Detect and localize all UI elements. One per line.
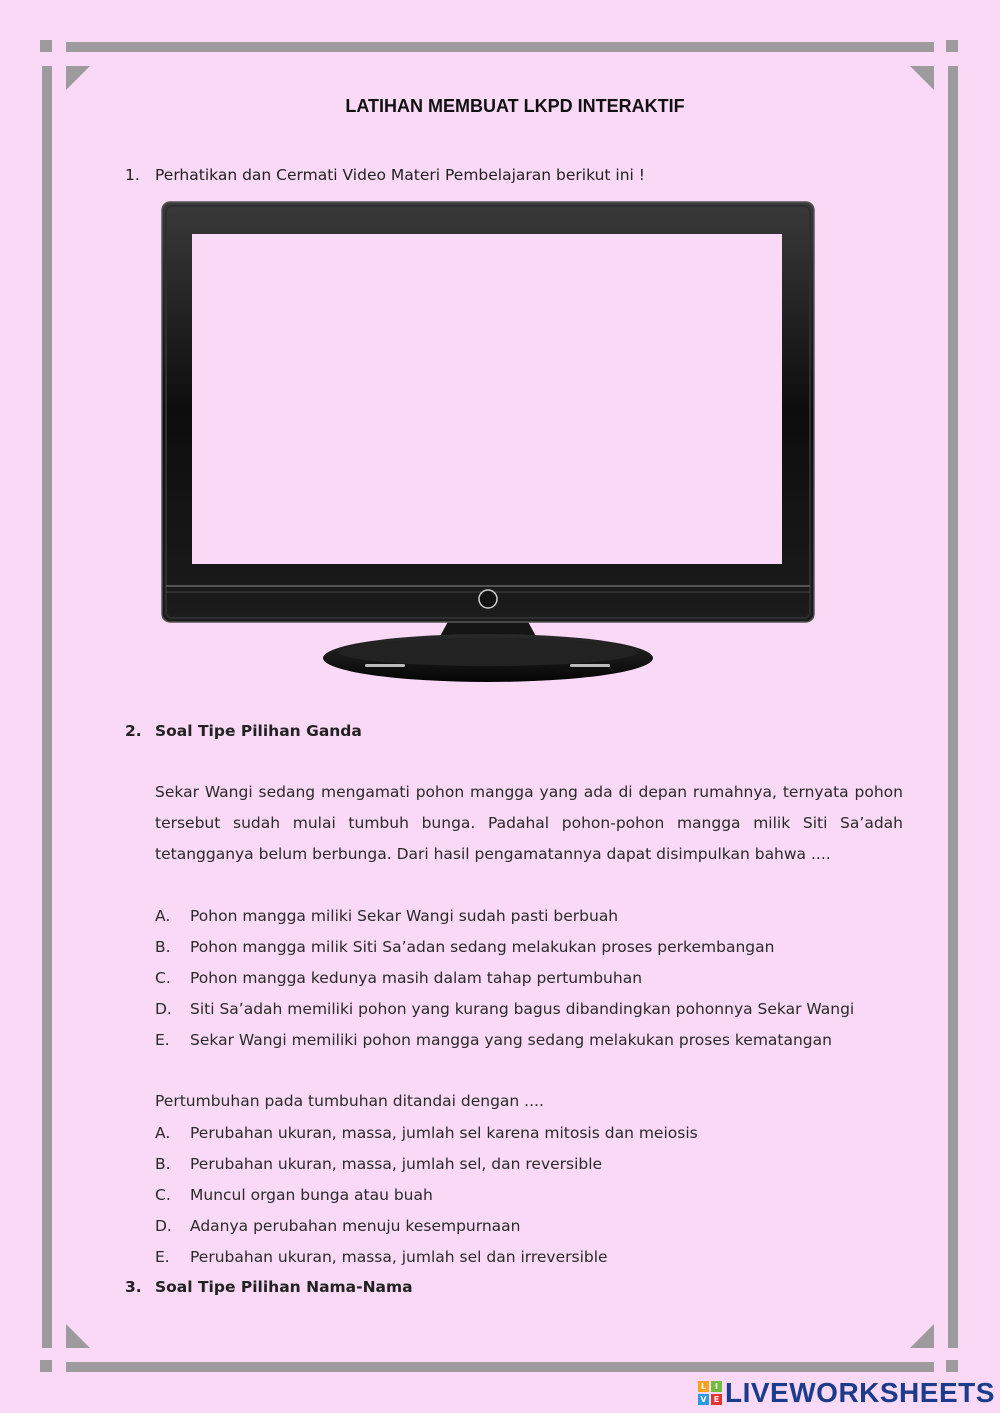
option-letter: C. — [155, 1186, 171, 1204]
frame-corner-triangle — [910, 66, 934, 90]
option-text: Pohon mangga kedunya masih dalam tahap pertumbuhan — [190, 969, 643, 987]
frame-corner-triangle — [910, 1324, 934, 1348]
logo-text: LIVEWORKSHEETS — [725, 1377, 995, 1408]
logo-block: E — [711, 1394, 722, 1405]
logo-block: I — [711, 1381, 722, 1392]
option-text: Pohon mangga miliki Sekar Wangi sudah pasti berbuah — [190, 907, 619, 925]
logo-blocks-icon — [698, 1381, 722, 1405]
option-letter: B. — [155, 1155, 171, 1173]
question-text: Perhatikan dan Cermati Video Materi Pembelajaran berikut ini ! — [155, 166, 645, 184]
option-text: Siti Sa’adah memiliki pohon yang kurang bagus dibandingkan pohonnya Sekar Wangi — [190, 1000, 855, 1018]
logo-block: L — [698, 1381, 709, 1392]
option-letter: A. — [155, 1124, 171, 1142]
frame-top — [66, 42, 934, 52]
frame-corner-square — [946, 1360, 958, 1372]
video-player[interactable] — [160, 200, 816, 690]
question-number: 2. — [125, 722, 142, 740]
question-prompt: Sekar Wangi sedang mengamati pohon mangga yang ada di depan rumahnya, ternyata pohon tersebut sudah mulai tumbuh bunga. Padahal pohon-pohon mangga milik Siti Sa’adah tetangganya belum berbunga. Dari hasil pengamatannya dapat disimpulkan bahwa .... — [155, 783, 903, 863]
option-letter: B. — [155, 938, 171, 956]
question-heading: Soal Tipe Pilihan Ganda — [155, 722, 362, 740]
frame-corner-square — [40, 1360, 52, 1372]
option-text: Perubahan ukuran, massa, jumlah sel karena mitosis dan meiosis — [190, 1124, 698, 1142]
question-number: 3. — [125, 1278, 142, 1296]
option-letter: E. — [155, 1248, 170, 1266]
option-letter: D. — [155, 1217, 172, 1235]
question-prompt: Pertumbuhan pada tumbuhan ditandai dengan .... — [155, 1092, 544, 1110]
option-text: Perubahan ukuran, massa, jumlah sel dan irreversible — [190, 1248, 608, 1266]
option-text: Perubahan ukuran, massa, jumlah sel, dan reversible — [190, 1155, 603, 1173]
option-text: Pohon mangga milik Siti Sa’adan sedang melakukan proses perkembangan — [190, 938, 775, 956]
option-text: Sekar Wangi memiliki pohon mangga yang sedang melakukan proses kematangan — [190, 1031, 832, 1049]
option-letter: C. — [155, 969, 171, 987]
question-heading: Soal Tipe Pilihan Nama-Nama — [155, 1278, 413, 1296]
frame-corner-triangle — [66, 1324, 90, 1348]
frame-corner-triangle — [66, 66, 90, 90]
option-text: Adanya perubahan menuju kesempurnaan — [190, 1217, 521, 1235]
liveworksheets-logo[interactable] — [698, 1378, 995, 1408]
frame-right — [948, 66, 958, 1348]
logo-block: V — [698, 1394, 709, 1405]
question-number: 1. — [125, 166, 140, 184]
frame-left — [42, 66, 52, 1348]
frame-corner-square — [40, 40, 52, 52]
tv-monitor-icon — [160, 200, 816, 686]
frame-bottom — [66, 1362, 934, 1372]
option-letter: A. — [155, 907, 171, 925]
option-letter: D. — [155, 1000, 172, 1018]
page-title: LATIHAN MEMBUAT LKPD INTERAKTIF — [345, 96, 685, 116]
option-letter: E. — [155, 1031, 170, 1049]
frame-corner-square — [946, 40, 958, 52]
option-text: Muncul organ bunga atau buah — [190, 1186, 433, 1204]
